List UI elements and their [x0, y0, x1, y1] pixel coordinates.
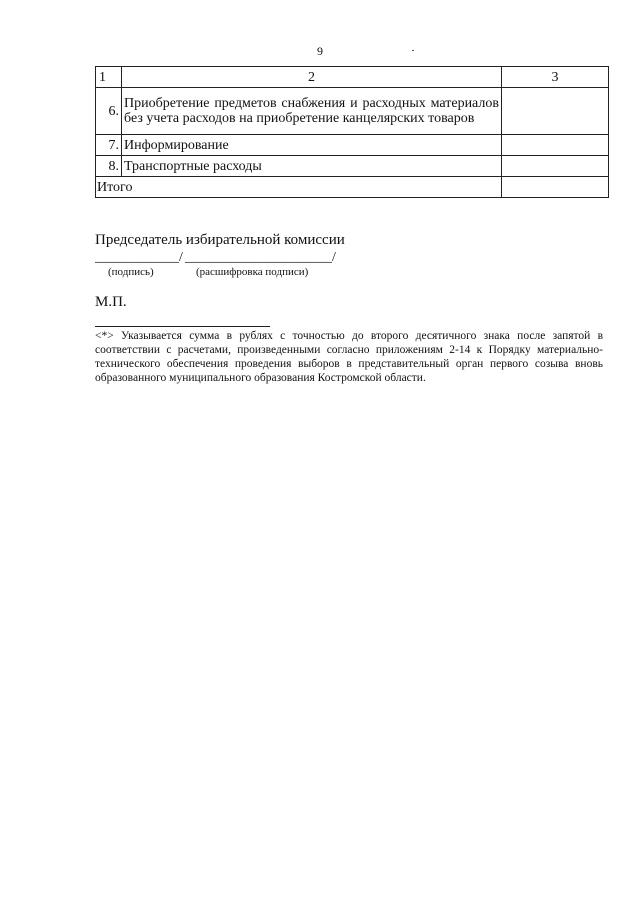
total-label: Итого	[96, 177, 502, 198]
chairman-title: Председатель избирательной комиссии	[95, 232, 345, 248]
signature-line: ____________/	[95, 250, 183, 265]
row-text: Транспортные расходы	[122, 156, 502, 177]
signature-caption: (подпись)	[108, 266, 154, 278]
footnote-divider	[95, 326, 270, 327]
row-value	[502, 88, 609, 135]
row-value	[502, 135, 609, 156]
total-value	[502, 177, 609, 198]
table-total-row	[96, 177, 609, 198]
stamp-label: М.П.	[95, 294, 127, 310]
row-number: 6.	[96, 88, 122, 135]
row-value	[502, 156, 609, 177]
page-number: 9	[317, 44, 323, 58]
table-row	[96, 88, 609, 135]
table-header-row	[96, 67, 609, 88]
table-row	[96, 135, 609, 156]
row-text: Информирование	[122, 135, 502, 156]
footnote: <*> Указывается сумма в рублях с точностью до второго десятичного знака после запятой в соответствии с расчетами, произведенными согласно приложениям 2-14 к Порядку материально-технического обеспечения проведения выборов в представительный орган первого созыва вновь образованного муниципального образования Костромской области.	[95, 330, 603, 384]
row-number: 8.	[96, 156, 122, 177]
expense-table	[95, 66, 609, 198]
signature-decoding-line: _____________________/	[185, 250, 336, 265]
header-col-2: 2	[122, 67, 502, 88]
header-col-3: 3	[502, 67, 609, 88]
header-col-1: 1	[96, 67, 122, 88]
row-number: 7.	[96, 135, 122, 156]
table-row	[96, 156, 609, 177]
signature-decoding-caption: (расшифровка подписи)	[196, 266, 309, 278]
row-text: Приобретение предметов снабжения и расходных материалов без учета расходов на приобретение канцелярских товаров	[122, 88, 502, 135]
scan-dot	[412, 50, 414, 51]
